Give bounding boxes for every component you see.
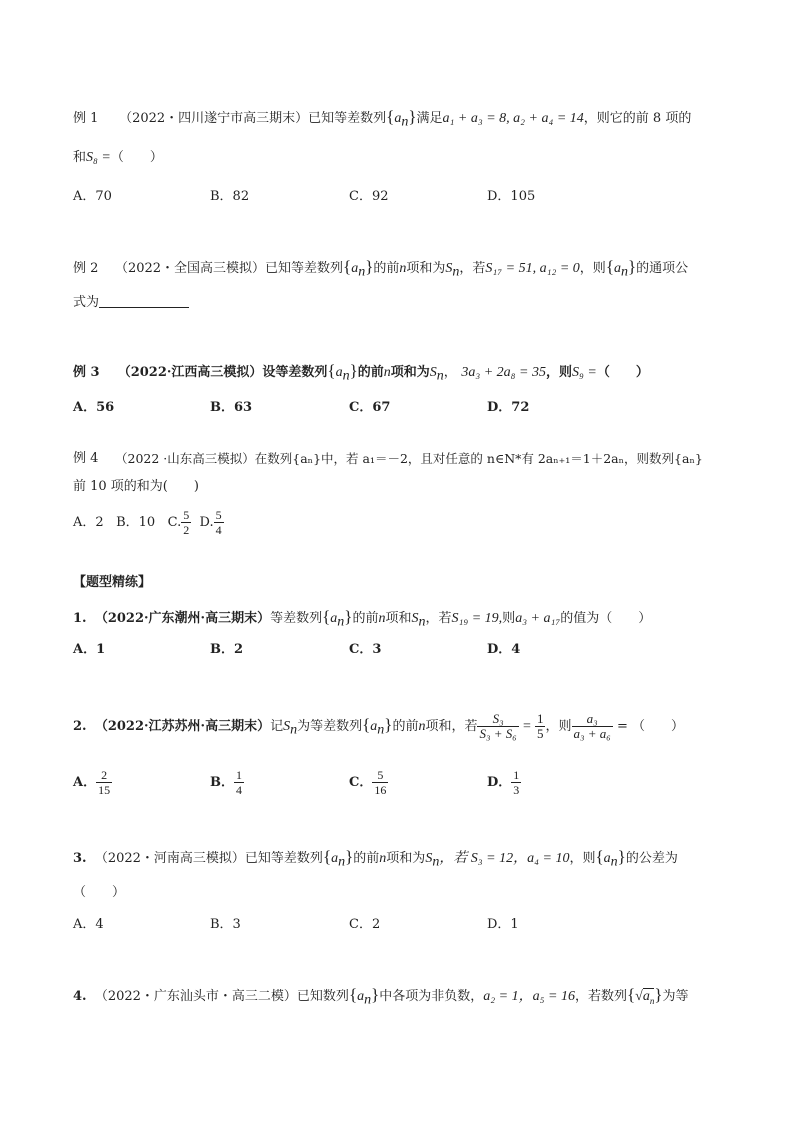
example-1-condition: a₁ + a₃ = 8, a₂ + a₄ = 14 — [442, 111, 584, 126]
option-a[interactable]: A．2 — [73, 515, 104, 530]
question-1-line-1: 1. （2022·广东潮州·高三期末）等差数列$\{a_n\}$的前n项和$S_n$，若S₁₉ = 19,则a₃ + a₁₇的值为（ ） — [73, 607, 652, 630]
example-3-source: （2022·江西高三模拟）设等差数列 — [117, 365, 328, 380]
sqrt-symbol: √ — [635, 989, 643, 1004]
example-1-s8: S₈ = — [86, 150, 111, 165]
example-4-line-1: （2022 ·山东高三模拟）在数列{aₙ}中，若 a₁＝－2，且对任意的 n∈N*有 2aₙ₊₁＝1＋2aₙ，则数列{aₙ} — [115, 451, 703, 466]
fraction-a3-over-sum: $\frac{\text{a₃}}{\text{a₃ + a₆}}$ — [573, 711, 611, 741]
option-d[interactable]: D．4 — [487, 642, 521, 657]
question-2-line-1: 2. （2022·江苏苏州·高三期末）记$S_n$为等差数列$\{a_n\}$的前n项和，若 $\frac{\text{S₃}}{\text{S₃ + S₆}}$ = $\frac{1}{5}$ ，则 $\frac{\text{a₃}}{\text{a₃ + a₆}}$ = （ ） — [73, 711, 684, 741]
option-d[interactable]: D．72 — [487, 400, 530, 415]
question-3-number: 3. — [73, 851, 87, 866]
question-3-line-1: 3. （2022・河南高三模拟）已知等差数列$\{a_n\}$的前n项和为$S_n$，若 S₃ = 12，a₄ = 10，则$\{a_n\}$的公差为 — [73, 847, 678, 870]
answer-blank[interactable] — [99, 293, 189, 308]
example-2-label: 例 2 — [73, 261, 99, 276]
question-1-condition: S₁₉ = 19, — [451, 611, 503, 626]
example-1-label: 例 1 — [73, 111, 99, 126]
option-c[interactable]: C. $\frac{5}{2}$ — [167, 508, 190, 537]
question-4-number: 4. — [73, 989, 87, 1004]
question-3-source: （2022・河南高三模拟）已知等差数列 — [94, 851, 323, 866]
option-d[interactable]: D. $\frac{5}{4}$ — [199, 508, 222, 537]
question-1-source: （2022·广东潮州·高三期末） — [94, 611, 271, 626]
option-a[interactable]: A．56 — [73, 400, 115, 415]
question-1-number: 1. — [73, 611, 87, 626]
example-4-options — [73, 508, 224, 538]
option-b[interactable]: B．3 — [210, 917, 241, 932]
option-b[interactable]: B．2 — [210, 642, 244, 657]
example-2-condition: S₁₇ = 51, a₁₂ = 0 — [485, 261, 580, 276]
option-d[interactable]: D．105 — [487, 189, 536, 204]
option-b[interactable]: B．82 — [210, 189, 250, 204]
example-2-line-2: 式为 — [73, 293, 189, 313]
option-c[interactable]: C．2 — [349, 917, 381, 932]
example-4-label: 例 4 — [73, 451, 99, 466]
example-2-source: （2022・全国高三模拟）已知等差数列 — [114, 261, 344, 276]
example-3-line-1: 例 3 （2022·江西高三模拟）设等差数列$\{a_n\}$的前n项和为$S_n$， 3a₃ + 2a₈ = 35，则S₉ =（ ） — [73, 361, 649, 384]
example-4-line-2: 前 10 项的和为( ) — [73, 479, 199, 494]
question-2-source: （2022·江苏苏州·高三期末） — [94, 719, 271, 734]
option-a[interactable]: A．4 — [73, 917, 104, 932]
fraction-one-fifth: $\frac{1}{5}$ — [536, 711, 544, 741]
option-a[interactable]: A． $\frac{2}{15}$ — [73, 768, 111, 797]
option-d[interactable]: D． $\frac{1}{3}$ — [487, 768, 520, 797]
option-d[interactable]: D．1 — [487, 917, 519, 932]
option-c[interactable]: C． $\frac{5}{16}$ — [349, 768, 387, 797]
option-b[interactable]: B． $\frac{1}{4}$ — [210, 768, 242, 797]
option-a[interactable]: A．1 — [73, 642, 106, 657]
option-a[interactable]: A．70 — [73, 189, 112, 204]
example-1-line-2: 和S₈ =（ ） — [73, 150, 163, 165]
question-4-line-1: 4. （2022・广东汕头市・高三二模）已知数列$\{a_n\}$中各项为非负数，a₂ = 1，a₅ = 16，若数列$\{√a_n\}$为等 — [73, 985, 689, 1008]
example-1-source: （2022・四川遂宁市高三期末）已知等差数列 — [119, 111, 387, 126]
option-b[interactable]: B．63 — [210, 400, 253, 415]
example-3-label: 例 3 — [73, 365, 100, 380]
example-2-line-1: 例 2 （2022・全国高三模拟）已知等差数列$\{a_n\}$的前n项和为$S_n$，若S₁₇ = 51, a₁₂ = 0，则$\{a_n\}$的通项公 — [73, 257, 689, 280]
example-3-condition: 3a₃ + 2a₈ = 35 — [461, 365, 546, 380]
section-title: 【题型精练】 — [73, 575, 152, 590]
question-3-line-2: （ ） — [73, 885, 126, 900]
example-1-line-1: 例 1 （2022・四川遂宁市高三期末）已知等差数列$\{a_n\}$满足a₁ + a₃ = 8, a₂ + a₄ = 14，则它的前 8 项的 — [73, 107, 692, 130]
option-c[interactable]: C．67 — [349, 400, 391, 415]
question-4-source: （2022・广东汕头市・高三二模）已知数列 — [94, 989, 349, 1004]
option-c[interactable]: C．3 — [349, 642, 382, 657]
option-b[interactable]: B．10 — [116, 515, 156, 530]
option-c[interactable]: C．92 — [349, 189, 389, 204]
question-2-number: 2. — [73, 719, 87, 734]
fraction-s3-over-sum: $\frac{\text{S₃}}{\text{S₃ + S₆}}$ — [479, 711, 517, 741]
